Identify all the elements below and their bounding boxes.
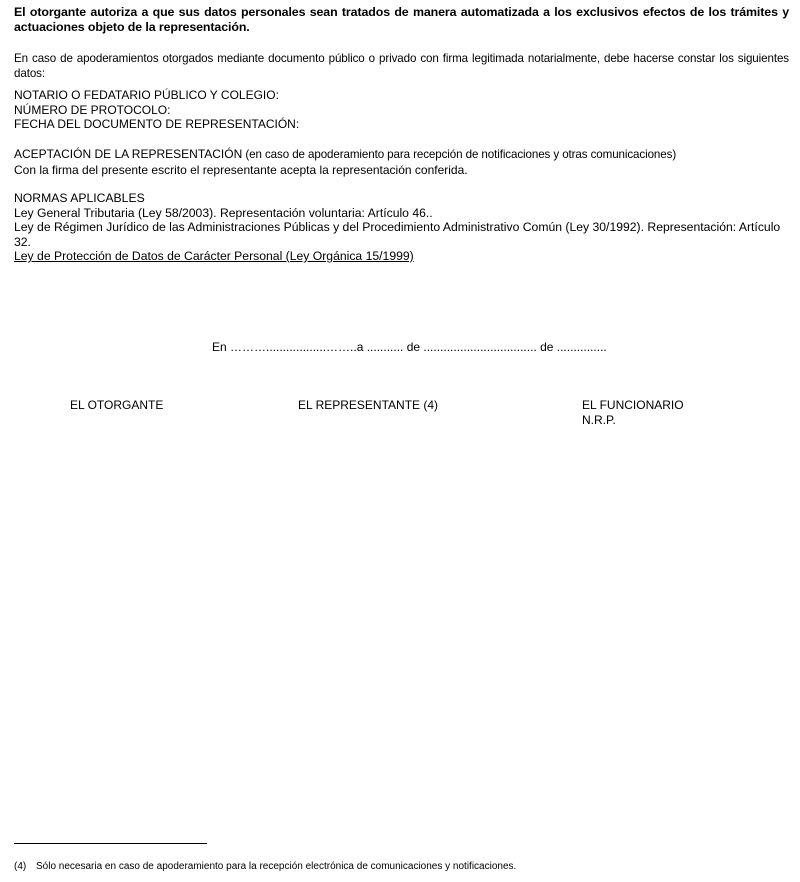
rule-item: Ley General Tributaria (Ley 58/2003). Representación voluntaria: Artículo 46.. bbox=[14, 205, 433, 220]
footnote bbox=[14, 861, 516, 872]
footnote-text: Sólo necesaria en caso de apoderamiento para la recepción electrónica de comunicaciones y notificaciones. bbox=[36, 861, 517, 872]
acceptance-section bbox=[14, 147, 789, 177]
place-date-line: En ………..................……..a ........... de .................................. de ............... bbox=[212, 340, 607, 354]
data-processing-consent: El otorgante autoriza a que sus datos personales sean tratados de manera automatizada a los exclusivos efectos de los trámites y actuaciones objeto de la representación. bbox=[14, 5, 789, 34]
rule-item: Ley de Régimen Jurídico de las Administraciones Públicas y del Procedimiento Administrativo Común (Ley 30/1992). Representación: Artículo 32. bbox=[14, 220, 781, 249]
signature-funcionario bbox=[582, 398, 684, 427]
acceptance-heading-note: (en caso de apoderamiento para recepción de notificaciones y otras comunicaciones) bbox=[242, 148, 677, 161]
nrp-label: N.R.P. bbox=[582, 412, 616, 427]
rule-item-link[interactable]: Ley de Protección de Datos de Carácter Personal (Ley Orgánica 15/1999) bbox=[14, 249, 414, 263]
notary-field-label: NOTARIO O FEDATARIO PÚBLICO Y COLEGIO: bbox=[14, 88, 279, 102]
signature-otorgante: EL OTORGANTE bbox=[70, 398, 164, 412]
acceptance-text: Con la firma del presente escrito el representante acepta la representación conferida. bbox=[14, 162, 468, 177]
footnote-divider bbox=[14, 843, 207, 844]
acceptance-heading-line bbox=[14, 147, 789, 163]
rule-item-line bbox=[14, 249, 789, 264]
signature-representante: EL REPRESENTANTE (4) bbox=[298, 398, 439, 412]
protocol-number-label: NÚMERO DE PROTOCOLO: bbox=[14, 102, 171, 117]
acceptance-heading: ACEPTACIÓN DE LA REPRESENTACIÓN bbox=[14, 147, 243, 161]
applicable-rules-section bbox=[14, 191, 789, 264]
notarial-fields bbox=[14, 88, 789, 132]
notarial-instructions: En caso de apoderamientos otorgados mediante documento público o privado con firma legitimada notarialmente, debe hacerse constar los siguientes datos: bbox=[14, 52, 789, 80]
document-date-label: FECHA DEL DOCUMENTO DE REPRESENTACIÓN: bbox=[14, 117, 300, 131]
rules-heading: NORMAS APLICABLES bbox=[14, 191, 145, 205]
footnote-mark: (4) bbox=[14, 861, 27, 872]
funcionario-label: EL FUNCIONARIO bbox=[582, 398, 684, 412]
